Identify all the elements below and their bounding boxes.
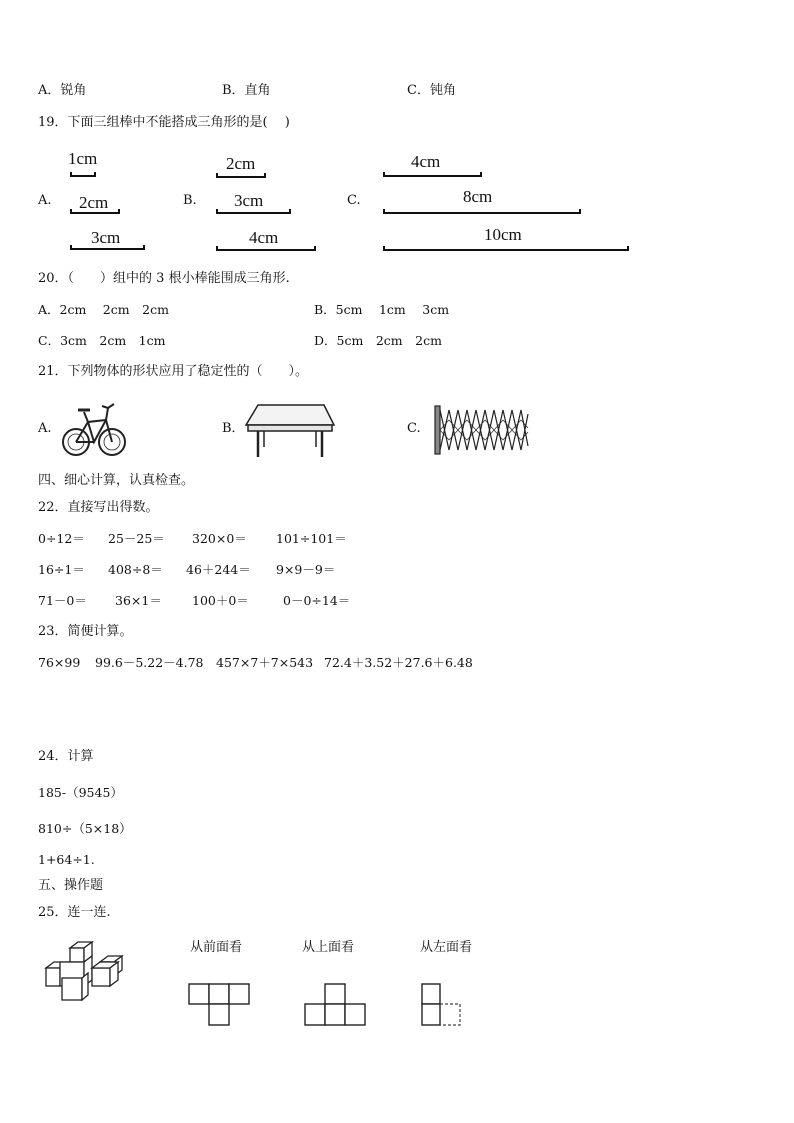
view-label-top: 从上面看: [302, 940, 355, 955]
q20-option-a: A．2cm 2cm 2cm: [38, 302, 169, 317]
q19-stem: 19．下面三组棒中不能搭成三角形的是( ): [38, 115, 290, 130]
q21-label-b: B．: [222, 421, 245, 436]
stick-label: 4cm: [249, 228, 279, 247]
stick: [216, 209, 291, 214]
q22-item: 71－0＝: [38, 593, 87, 608]
q20-stem: 20．（ ）组中的 3 根小棒能围成三角形.: [38, 271, 290, 286]
stick-label: 2cm: [79, 193, 109, 212]
cube-solid-figure: [42, 940, 124, 1004]
table-image: [244, 403, 336, 459]
stick: [383, 209, 581, 214]
bicycle-image: [60, 398, 128, 460]
q19-label-c: C.: [347, 193, 361, 208]
q25-stem: 25．连一连.: [38, 905, 111, 920]
q21-label-c: C.: [407, 421, 421, 436]
section-5-title: 五、操作题: [38, 878, 104, 893]
q22-item: 25－25＝: [108, 531, 165, 546]
q24-stem: 24．计算: [38, 749, 94, 764]
stick-label: 3cm: [234, 191, 264, 210]
stick-label: 8cm: [463, 187, 493, 206]
q23-item: 99.6－5.22－4.78: [95, 655, 204, 670]
q20-option-d: D．5cm 2cm 2cm: [314, 333, 442, 348]
q22-item: 16÷1＝: [38, 562, 85, 577]
left-view-figure: [418, 983, 466, 1027]
folding-gate-image: [433, 404, 531, 456]
q22-item: 0÷12＝: [38, 531, 85, 546]
q23-stem: 23．简便计算。: [38, 624, 133, 639]
stick: [70, 245, 145, 250]
q22-item: 100＋0＝: [192, 593, 249, 608]
stick: [383, 172, 482, 177]
q24-item: 185-（9545）: [38, 785, 123, 800]
q22-item: 320×0＝: [192, 531, 247, 546]
q22-item: 0－0÷14＝: [283, 593, 351, 608]
top-view-figure: [303, 983, 367, 1027]
q22-stem: 22．直接写出得数。: [38, 500, 159, 515]
stick-label: 4cm: [411, 152, 441, 171]
front-view-figure: [188, 983, 250, 1027]
q22-item: 101÷101＝: [276, 531, 347, 546]
q22-item: 9×9－9＝: [276, 562, 336, 577]
q20-option-c: C．3cm 2cm 1cm: [38, 333, 166, 348]
q21-stem: 21．下列物体的形状应用了稳定性的（ ）。: [38, 364, 309, 379]
stick-label: 3cm: [91, 228, 121, 247]
stick-label: 1cm: [68, 149, 98, 168]
section-4-title: 四、细心计算，认真检查。: [38, 473, 195, 488]
stick-label: 2cm: [226, 154, 256, 173]
view-label-front: 从前面看: [190, 940, 243, 955]
q18-option-b: B．直角: [222, 83, 271, 98]
stick: [216, 246, 316, 251]
q22-item: 46＋244＝: [186, 562, 251, 577]
q24-item: 1+64÷1.: [38, 852, 95, 867]
stick: [216, 173, 266, 178]
q22-item: 36×1＝: [115, 593, 162, 608]
q18-option-a: A．锐角: [38, 83, 87, 98]
q23-item: 72.4＋3.52＋27.6＋6.48: [324, 655, 473, 670]
stick: [383, 246, 629, 251]
stick: [70, 209, 120, 214]
q22-item: 408÷8＝: [108, 562, 163, 577]
q20-option-b: B．5cm 1cm 3cm: [314, 302, 450, 317]
q19-label-b: B.: [183, 193, 197, 208]
q18-option-c: C．钝角: [407, 83, 456, 98]
view-label-left: 从左面看: [420, 940, 473, 955]
q21-label-a: A.: [38, 421, 52, 436]
stick-label: 10cm: [484, 225, 522, 244]
q23-item: 76×99: [38, 655, 81, 670]
q24-item: 810÷（5×18）: [38, 821, 132, 836]
q19-label-a: A.: [38, 193, 52, 208]
q23-item: 457×7＋7×543: [216, 655, 314, 670]
stick: [70, 172, 96, 177]
